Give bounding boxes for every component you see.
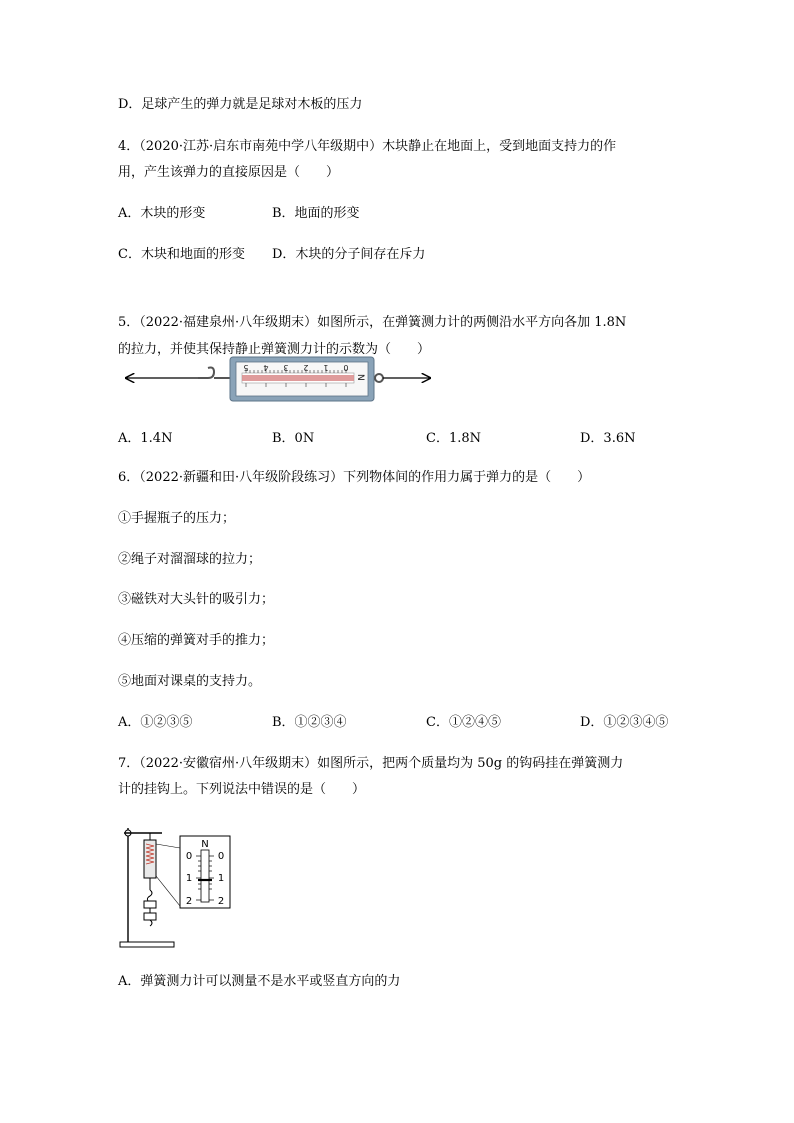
scale-label-4: 4 bbox=[263, 363, 269, 372]
q6-option-d: D．①②③④⑤ bbox=[580, 715, 669, 730]
weight-1 bbox=[144, 901, 156, 908]
q5-option-c: C．1.8N bbox=[426, 431, 481, 446]
scale-label-2: 2 bbox=[303, 363, 309, 372]
q6-item-3: ③磁铁对大头针的吸引力； bbox=[118, 592, 275, 607]
stand-base bbox=[120, 942, 174, 947]
q6-item-1: ①手握瓶子的压力； bbox=[118, 511, 236, 526]
q5-option-b: B．0N bbox=[272, 431, 315, 446]
q5-spring-scale-figure bbox=[118, 354, 438, 404]
scale-label-3: 3 bbox=[283, 363, 289, 372]
q5-option-a: A．1.4N bbox=[118, 431, 173, 446]
q7-option-a: A．弹簧测力计可以测量不是水平或竖直方向的力 bbox=[118, 974, 401, 989]
magnified-unit-label: N bbox=[201, 839, 209, 850]
hook-icon bbox=[147, 890, 152, 901]
scale-label-5: 5 bbox=[243, 363, 249, 372]
ring-icon bbox=[375, 374, 383, 382]
spring-tube bbox=[242, 375, 354, 381]
q7-stem-line2: 计的挂钩上。下列说法中错误的是（ ） bbox=[118, 782, 366, 797]
left-scale-2: 2 bbox=[185, 896, 193, 907]
q3-option-d: D．足球产生的弹力就是足球对木板的压力 bbox=[118, 97, 363, 112]
weight-2 bbox=[144, 913, 156, 920]
q4-option-d: D．木块的分子间存在斥力 bbox=[272, 247, 426, 262]
q4-option-b: B．地面的形变 bbox=[272, 206, 360, 221]
q6-option-c: C．①②④⑤ bbox=[426, 715, 501, 730]
right-scale-0: 0 bbox=[217, 851, 225, 862]
scale-label-1: 1 bbox=[323, 363, 329, 372]
q5-stem-line2: 的拉力，并使其保持静止弹簧测力计的示数为（ ） bbox=[118, 342, 431, 357]
q4-stem-line1: 4．（2020·江苏·启东市南苑中学八年级期中）木块静止在地面上，受到地面支持力的作 bbox=[118, 139, 617, 154]
q4-option-a: A．木块的形变 bbox=[118, 206, 206, 221]
q6-option-a: A．①②③⑤ bbox=[118, 715, 193, 730]
q6-option-b: B．①②③④ bbox=[272, 715, 347, 730]
left-scale-1: 1 bbox=[185, 873, 193, 884]
q5-option-d: D．3.6N bbox=[580, 431, 636, 446]
q7-stem-line1: 7．（2022·安徽宿州·八年级期末）如图所示，把两个质量均为 50g 的钩码挂在弹簧测力 bbox=[118, 756, 624, 771]
right-scale-2: 2 bbox=[217, 896, 225, 907]
q6-item-5: ⑤地面对课桌的支持力。 bbox=[118, 674, 262, 689]
q4-stem-line2: 用，产生该弹力的直接原因是（ ） bbox=[118, 165, 340, 180]
left-scale-0: 0 bbox=[185, 851, 193, 862]
q6-stem: 6．（2022·新疆和田·八年级阶段练习）下列物体间的作用力属于弹力的是（ ） bbox=[118, 470, 591, 485]
q6-item-4: ④压缩的弹簧对手的推力； bbox=[118, 633, 275, 648]
q7-spring-scale-stand-figure bbox=[118, 818, 234, 952]
q6-item-2: ②绳子对溜溜球的拉力； bbox=[118, 552, 262, 567]
q5-stem-line1: 5．（2022·福建泉州·八年级期末）如图所示，在弹簧测力计的两侧沿水平方向各加 1.8N bbox=[118, 315, 627, 330]
right-scale-1: 1 bbox=[217, 873, 225, 884]
q4-option-c: C．木块和地面的形变 bbox=[118, 247, 245, 262]
scale-label-0: 0 bbox=[343, 363, 349, 372]
hook-icon bbox=[198, 368, 214, 379]
scale-unit-label: N bbox=[355, 374, 365, 381]
